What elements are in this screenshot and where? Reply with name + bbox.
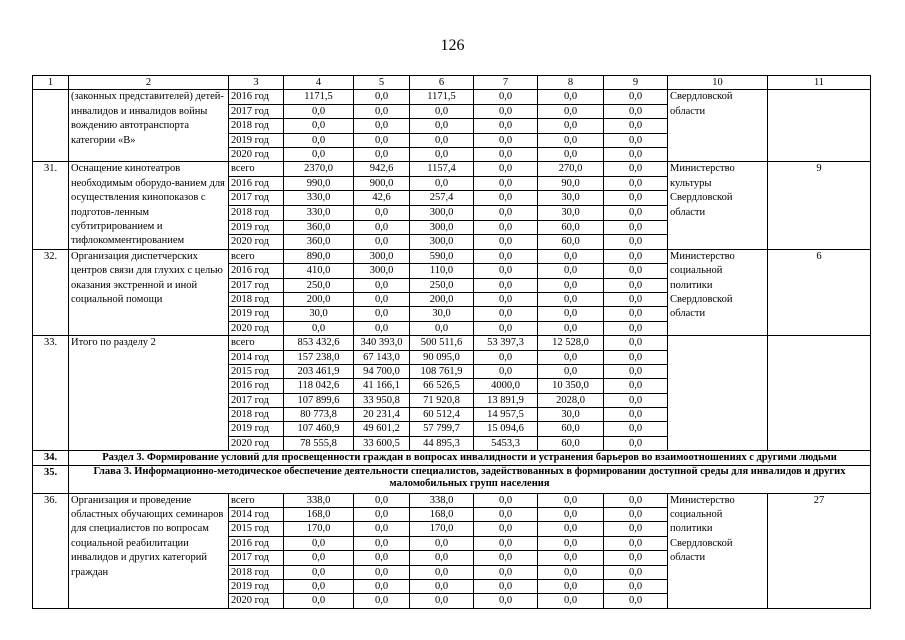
value-cell: 157 238,0 — [284, 350, 354, 364]
value-cell: 0,0 — [604, 579, 668, 593]
row-number: 32. — [33, 249, 69, 335]
table-row — [33, 90, 871, 104]
value-cell: 0,0 — [284, 147, 354, 161]
row-number — [33, 90, 69, 162]
value-cell: 0,0 — [538, 119, 604, 133]
year-cell: 2019 год — [229, 220, 284, 235]
value-cell: 338,0 — [410, 493, 474, 507]
value-cell: 0,0 — [604, 508, 668, 522]
executor-cell: Министерство социальной политики Свердловской области — [668, 493, 768, 608]
page-number: 126 — [440, 37, 465, 54]
value-cell: 0,0 — [604, 292, 668, 306]
value-cell: 0,0 — [604, 104, 668, 118]
value-cell: 0,0 — [354, 536, 410, 550]
value-cell: 0,0 — [538, 536, 604, 550]
year-cell: 2018 год — [229, 565, 284, 579]
value-cell: 110,0 — [410, 264, 474, 278]
value-cell: 200,0 — [284, 292, 354, 306]
value-cell: 0,0 — [474, 176, 538, 191]
value-cell: 0,0 — [474, 522, 538, 536]
value-cell: 0,0 — [474, 191, 538, 206]
table-row — [33, 249, 871, 263]
value-cell: 200,0 — [410, 292, 474, 306]
value-cell: 30,0 — [410, 307, 474, 321]
value-cell: 0,0 — [284, 536, 354, 550]
col-header: 2 — [69, 76, 229, 90]
value-cell: 12 528,0 — [538, 336, 604, 350]
value-cell: 300,0 — [354, 249, 410, 263]
value-cell: 0,0 — [604, 336, 668, 350]
value-cell: 0,0 — [604, 191, 668, 206]
value-cell: 30,0 — [538, 206, 604, 221]
value-cell: 15 094,6 — [474, 422, 538, 436]
value-cell: 1171,5 — [284, 90, 354, 104]
value-cell: 853 432,6 — [284, 336, 354, 350]
value-cell: 0,0 — [474, 249, 538, 263]
value-cell: 360,0 — [284, 235, 354, 250]
value-cell: 78 555,8 — [284, 436, 354, 450]
table-row — [33, 336, 871, 350]
value-cell: 0,0 — [604, 206, 668, 221]
value-cell: 0,0 — [474, 493, 538, 507]
value-cell: 300,0 — [410, 206, 474, 221]
value-cell: 60,0 — [538, 220, 604, 235]
value-cell: 33 950,8 — [354, 393, 410, 407]
value-cell: 0,0 — [604, 278, 668, 292]
value-cell: 0,0 — [538, 508, 604, 522]
value-cell: 0,0 — [604, 565, 668, 579]
row-number: 36. — [33, 493, 69, 608]
value-cell: 0,0 — [474, 235, 538, 250]
year-cell: 2020 год — [229, 147, 284, 161]
value-cell: 67 143,0 — [354, 350, 410, 364]
year-cell: 2020 год — [229, 436, 284, 450]
year-cell: 2019 год — [229, 579, 284, 593]
value-cell: 0,0 — [538, 350, 604, 364]
value-cell: 0,0 — [474, 220, 538, 235]
program-table-wrapper — [32, 75, 871, 609]
value-cell: 118 042,6 — [284, 379, 354, 393]
value-cell: 0,0 — [538, 579, 604, 593]
col-header: 7 — [474, 76, 538, 90]
value-cell: 0,0 — [538, 264, 604, 278]
value-cell: 0,0 — [474, 278, 538, 292]
value-cell: 0,0 — [284, 119, 354, 133]
reference-cell: 27 — [768, 493, 871, 608]
value-cell: 0,0 — [354, 522, 410, 536]
value-cell: 0,0 — [474, 133, 538, 147]
value-cell: 71 920,8 — [410, 393, 474, 407]
value-cell: 44 895,3 — [410, 436, 474, 450]
year-cell: 2015 год — [229, 522, 284, 536]
value-cell: 60,0 — [538, 235, 604, 250]
value-cell: 0,0 — [410, 119, 474, 133]
reference-cell — [768, 90, 871, 162]
value-cell: 0,0 — [604, 379, 668, 393]
value-cell: 0,0 — [284, 579, 354, 593]
value-cell: 0,0 — [474, 350, 538, 364]
measure-description: (законных представителей) детей-инвалидов и инвалидов войны вождению автотранспорта категории «В» — [69, 90, 229, 162]
value-cell: 0,0 — [538, 594, 604, 608]
year-cell: 2016 год — [229, 176, 284, 191]
value-cell: 0,0 — [354, 565, 410, 579]
value-cell: 0,0 — [538, 104, 604, 118]
value-cell: 203 461,9 — [284, 364, 354, 378]
value-cell: 0,0 — [410, 536, 474, 550]
value-cell: 330,0 — [284, 191, 354, 206]
value-cell: 13 891,9 — [474, 393, 538, 407]
value-cell: 0,0 — [284, 565, 354, 579]
year-cell: 2018 год — [229, 206, 284, 221]
value-cell: 30,0 — [284, 307, 354, 321]
value-cell: 90 095,0 — [410, 350, 474, 364]
value-cell: 41 166,1 — [354, 379, 410, 393]
value-cell: 108 761,9 — [410, 364, 474, 378]
value-cell: 0,0 — [604, 436, 668, 450]
value-cell: 338,0 — [284, 493, 354, 507]
year-cell: 2017 год — [229, 393, 284, 407]
value-cell: 0,0 — [538, 292, 604, 306]
col-header: 11 — [768, 76, 871, 90]
value-cell: 0,0 — [604, 133, 668, 147]
value-cell: 0,0 — [354, 104, 410, 118]
value-cell: 0,0 — [354, 579, 410, 593]
value-cell: 0,0 — [604, 422, 668, 436]
value-cell: 0,0 — [354, 147, 410, 161]
table-row — [33, 162, 871, 177]
col-header: 1 — [33, 76, 69, 90]
value-cell: 0,0 — [604, 176, 668, 191]
value-cell: 90,0 — [538, 176, 604, 191]
value-cell: 0,0 — [604, 364, 668, 378]
value-cell: 10 350,0 — [538, 379, 604, 393]
row-number: 34. — [33, 451, 69, 465]
value-cell: 14 957,5 — [474, 408, 538, 422]
value-cell: 0,0 — [604, 393, 668, 407]
year-cell: 2019 год — [229, 133, 284, 147]
col-header: 5 — [354, 76, 410, 90]
value-cell: 0,0 — [538, 278, 604, 292]
value-cell: 0,0 — [474, 162, 538, 177]
col-header: 10 — [668, 76, 768, 90]
value-cell: 0,0 — [474, 321, 538, 335]
value-cell: 0,0 — [604, 90, 668, 104]
year-cell: 2019 год — [229, 307, 284, 321]
value-cell: 0,0 — [604, 594, 668, 608]
value-cell: 0,0 — [604, 147, 668, 161]
value-cell: 0,0 — [354, 119, 410, 133]
value-cell: 0,0 — [474, 565, 538, 579]
year-cell: 2014 год — [229, 508, 284, 522]
year-cell: всего — [229, 162, 284, 177]
row-number: 31. — [33, 162, 69, 249]
value-cell: 1171,5 — [410, 90, 474, 104]
year-cell: 2015 год — [229, 364, 284, 378]
col-header: 6 — [410, 76, 474, 90]
value-cell: 0,0 — [538, 90, 604, 104]
value-cell: 0,0 — [474, 104, 538, 118]
value-cell: 0,0 — [474, 90, 538, 104]
value-cell: 990,0 — [284, 176, 354, 191]
value-cell: 2370,0 — [284, 162, 354, 177]
value-cell: 0,0 — [604, 493, 668, 507]
value-cell: 0,0 — [410, 147, 474, 161]
year-cell: 2017 год — [229, 278, 284, 292]
value-cell: 0,0 — [474, 206, 538, 221]
table-body — [33, 76, 871, 609]
value-cell: 300,0 — [354, 264, 410, 278]
value-cell: 0,0 — [354, 508, 410, 522]
value-cell: 0,0 — [354, 292, 410, 306]
year-cell: всего — [229, 493, 284, 507]
value-cell: 0,0 — [410, 133, 474, 147]
chapter-row — [33, 465, 871, 493]
value-cell: 30,0 — [538, 191, 604, 206]
year-cell: 2018 год — [229, 292, 284, 306]
value-cell: 42,6 — [354, 191, 410, 206]
value-cell: 0,0 — [604, 408, 668, 422]
value-cell: 168,0 — [284, 508, 354, 522]
value-cell: 0,0 — [354, 278, 410, 292]
year-cell: 2017 год — [229, 191, 284, 206]
value-cell: 20 231,4 — [354, 408, 410, 422]
col-header: 4 — [284, 76, 354, 90]
value-cell: 0,0 — [604, 350, 668, 364]
value-cell: 0,0 — [538, 307, 604, 321]
value-cell: 590,0 — [410, 249, 474, 263]
reference-cell: 6 — [768, 249, 871, 335]
year-cell: 2020 год — [229, 235, 284, 250]
value-cell: 0,0 — [354, 133, 410, 147]
year-cell: всего — [229, 336, 284, 350]
value-cell: 168,0 — [410, 508, 474, 522]
chapter-title: Глава 3. Информационно-методическое обеспечение деятельности специалистов, задействованных в формировании доступной среды для инвалидов и других маломобильных групп населения — [69, 465, 871, 493]
header-row — [33, 76, 871, 90]
executor-cell: Министерство социальной политики Свердловской области — [668, 249, 768, 335]
value-cell: 0,0 — [538, 551, 604, 565]
measure-description: Организация диспетчерских центров связи для глухих с целью оказания экстренной и иной социальной помощи — [69, 249, 229, 335]
value-cell: 0,0 — [538, 522, 604, 536]
value-cell: 0,0 — [474, 551, 538, 565]
value-cell: 0,0 — [604, 119, 668, 133]
reference-cell: 9 — [768, 162, 871, 249]
year-cell: 2017 год — [229, 551, 284, 565]
value-cell: 5453,3 — [474, 436, 538, 450]
reference-cell — [768, 336, 871, 451]
year-cell: 2014 год — [229, 350, 284, 364]
value-cell: 30,0 — [538, 408, 604, 422]
value-cell: 0,0 — [410, 594, 474, 608]
value-cell: 300,0 — [410, 220, 474, 235]
value-cell: 0,0 — [354, 321, 410, 335]
value-cell: 0,0 — [354, 206, 410, 221]
value-cell: 0,0 — [538, 321, 604, 335]
value-cell: 0,0 — [538, 133, 604, 147]
value-cell: 0,0 — [604, 522, 668, 536]
value-cell: 0,0 — [474, 364, 538, 378]
value-cell: 0,0 — [604, 235, 668, 250]
year-cell: всего — [229, 249, 284, 263]
value-cell: 0,0 — [284, 133, 354, 147]
value-cell: 0,0 — [354, 307, 410, 321]
value-cell: 330,0 — [284, 206, 354, 221]
value-cell: 0,0 — [474, 264, 538, 278]
value-cell: 0,0 — [410, 579, 474, 593]
value-cell: 0,0 — [284, 551, 354, 565]
value-cell: 0,0 — [538, 249, 604, 263]
year-cell: 2016 год — [229, 264, 284, 278]
executor-cell: Министерство культуры Свердловской области — [668, 162, 768, 249]
measure-description: Оснащение кинотеатров необходимым оборудо-ванием для осуществления кинопоказов с подготов-ленным субтитрированием и тифлокомментированием — [69, 162, 229, 249]
value-cell: 0,0 — [474, 147, 538, 161]
value-cell: 0,0 — [284, 104, 354, 118]
executor-cell: Свердловской области — [668, 90, 768, 162]
value-cell: 170,0 — [284, 522, 354, 536]
value-cell: 0,0 — [354, 493, 410, 507]
section-title: Раздел 3. Формирование условий для просвещенности граждан в вопросах инвалидности и устранения барьеров во взаимоотношениях с другими людьми — [69, 451, 871, 465]
value-cell: 900,0 — [354, 176, 410, 191]
value-cell: 0,0 — [474, 536, 538, 550]
value-cell: 0,0 — [354, 551, 410, 565]
value-cell: 4000,0 — [474, 379, 538, 393]
value-cell: 0,0 — [410, 104, 474, 118]
row-number: 33. — [33, 336, 69, 451]
year-cell: 2016 год — [229, 379, 284, 393]
value-cell: 0,0 — [354, 90, 410, 104]
value-cell: 0,0 — [604, 307, 668, 321]
value-cell: 0,0 — [410, 176, 474, 191]
value-cell: 0,0 — [354, 235, 410, 250]
value-cell: 66 526,5 — [410, 379, 474, 393]
year-cell: 2019 год — [229, 422, 284, 436]
year-cell: 2020 год — [229, 594, 284, 608]
measure-description: Итого по разделу 2 — [69, 336, 229, 451]
value-cell: 890,0 — [284, 249, 354, 263]
program-table — [32, 75, 871, 609]
value-cell: 0,0 — [538, 493, 604, 507]
value-cell: 0,0 — [474, 508, 538, 522]
value-cell: 170,0 — [410, 522, 474, 536]
value-cell: 0,0 — [410, 565, 474, 579]
value-cell: 0,0 — [604, 536, 668, 550]
value-cell: 0,0 — [354, 220, 410, 235]
value-cell: 257,4 — [410, 191, 474, 206]
value-cell: 0,0 — [538, 565, 604, 579]
col-header: 3 — [229, 76, 284, 90]
value-cell: 107 899,6 — [284, 393, 354, 407]
value-cell: 1157,4 — [410, 162, 474, 177]
value-cell: 94 700,0 — [354, 364, 410, 378]
executor-cell — [668, 336, 768, 451]
value-cell: 0,0 — [604, 264, 668, 278]
value-cell: 250,0 — [284, 278, 354, 292]
value-cell: 410,0 — [284, 264, 354, 278]
value-cell: 0,0 — [604, 321, 668, 335]
value-cell: 340 393,0 — [354, 336, 410, 350]
value-cell: 0,0 — [474, 292, 538, 306]
value-cell: 270,0 — [538, 162, 604, 177]
year-cell: 2020 год — [229, 321, 284, 335]
value-cell: 0,0 — [604, 551, 668, 565]
value-cell: 0,0 — [474, 119, 538, 133]
value-cell: 53 397,3 — [474, 336, 538, 350]
value-cell: 0,0 — [354, 594, 410, 608]
value-cell: 107 460,9 — [284, 422, 354, 436]
value-cell: 60 512,4 — [410, 408, 474, 422]
value-cell: 57 799,7 — [410, 422, 474, 436]
table-row — [33, 493, 871, 507]
value-cell: 2028,0 — [538, 393, 604, 407]
value-cell: 0,0 — [604, 220, 668, 235]
col-header: 9 — [604, 76, 668, 90]
year-cell: 2018 год — [229, 408, 284, 422]
value-cell: 0,0 — [474, 307, 538, 321]
year-cell: 2018 год — [229, 119, 284, 133]
measure-description: Организация и проведение областных обучающих семинаров для специалистов по вопросам социальной реабилитации инвалидов и других категорий граждан — [69, 493, 229, 608]
value-cell: 80 773,8 — [284, 408, 354, 422]
value-cell: 300,0 — [410, 235, 474, 250]
value-cell: 0,0 — [604, 249, 668, 263]
value-cell: 0,0 — [538, 147, 604, 161]
year-cell: 2016 год — [229, 536, 284, 550]
value-cell: 0,0 — [538, 364, 604, 378]
year-cell: 2017 год — [229, 104, 284, 118]
year-cell: 2016 год — [229, 90, 284, 104]
value-cell: 0,0 — [410, 551, 474, 565]
value-cell: 33 600,5 — [354, 436, 410, 450]
value-cell: 0,0 — [604, 162, 668, 177]
value-cell: 942,6 — [354, 162, 410, 177]
section-row — [33, 451, 871, 465]
value-cell: 0,0 — [284, 594, 354, 608]
value-cell: 250,0 — [410, 278, 474, 292]
value-cell: 60,0 — [538, 422, 604, 436]
value-cell: 0,0 — [474, 579, 538, 593]
row-number: 35. — [33, 465, 69, 493]
value-cell: 0,0 — [284, 321, 354, 335]
value-cell: 500 511,6 — [410, 336, 474, 350]
value-cell: 0,0 — [474, 594, 538, 608]
value-cell: 49 601,2 — [354, 422, 410, 436]
col-header: 8 — [538, 76, 604, 90]
value-cell: 0,0 — [410, 321, 474, 335]
value-cell: 360,0 — [284, 220, 354, 235]
value-cell: 60,0 — [538, 436, 604, 450]
